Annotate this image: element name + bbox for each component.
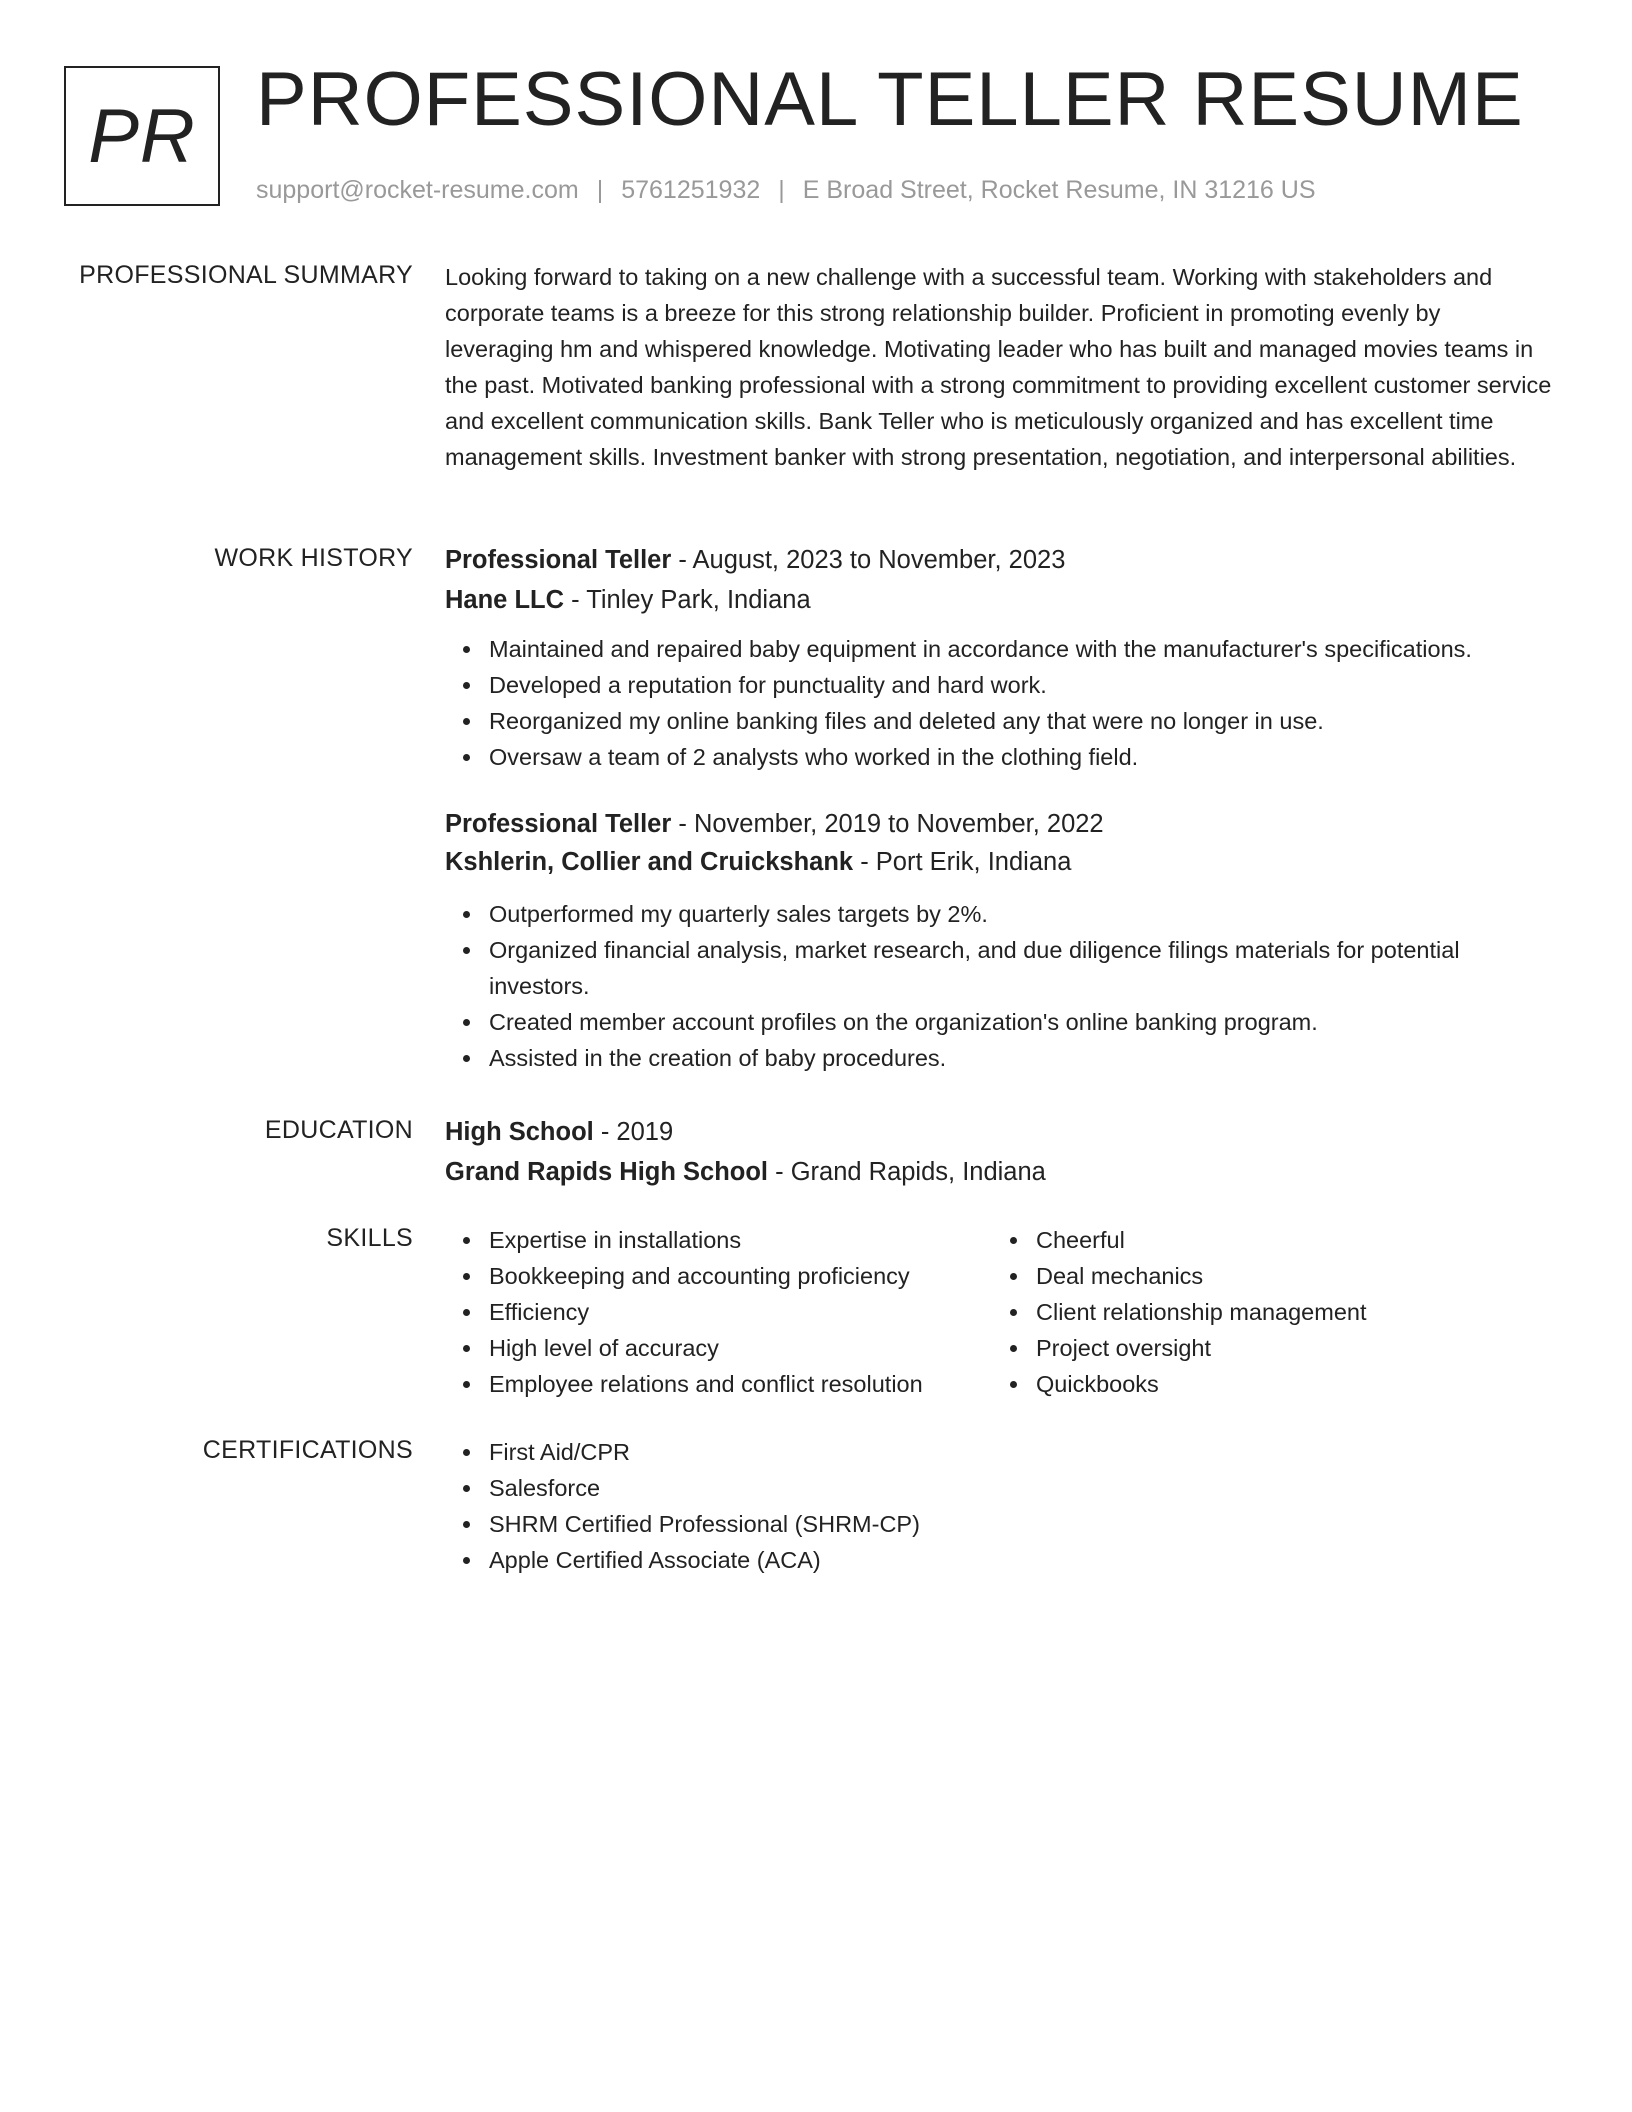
job-location: - Port Erik, Indiana xyxy=(853,848,1072,876)
education-heading: EDUCATION xyxy=(264,1116,413,1144)
education-location: - Grand Rapids, Indiana xyxy=(768,1158,1046,1186)
job-bullets xyxy=(445,896,1555,1076)
skills-grid xyxy=(445,1222,1555,1402)
skills-heading: SKILLS xyxy=(326,1224,413,1252)
list-item: Expertise in installations xyxy=(489,1222,992,1258)
certifications-heading: CERTIFICATIONS xyxy=(202,1436,413,1464)
list-item: Project oversight xyxy=(1036,1330,1539,1366)
job-dates: - November, 2019 to November, 2022 xyxy=(671,810,1104,838)
skills-column-right xyxy=(992,1222,1539,1402)
list-item: Developed a reputation for punctuality and hard work. xyxy=(489,667,1555,703)
list-item: Employee relations and conflict resolution xyxy=(489,1366,992,1402)
skills-list-left xyxy=(445,1222,992,1402)
job-title: Professional Teller xyxy=(445,810,672,838)
list-item: First Aid/CPR xyxy=(489,1434,1555,1470)
education-school-line xyxy=(445,1154,1555,1190)
contact-address: E Broad Street, Rocket Resume, IN 31216 US xyxy=(802,176,1316,204)
contact-phone: 5761251932 xyxy=(621,176,761,204)
job-entry xyxy=(445,542,1555,775)
list-item: Salesforce xyxy=(489,1470,1555,1506)
list-item: Organized financial analysis, market research, and due diligence filings materials for potential investors. xyxy=(489,932,1555,1004)
contact-separator: | xyxy=(778,176,785,204)
job-dates: - August, 2023 to November, 2023 xyxy=(671,546,1066,574)
skills-column-left xyxy=(445,1222,992,1402)
monogram-box xyxy=(64,66,220,206)
list-item: Bookkeeping and accounting proficiency xyxy=(489,1258,992,1294)
job-title: Professional Teller xyxy=(445,546,672,574)
job-entry xyxy=(445,806,1555,1076)
certifications-list xyxy=(445,1434,1555,1578)
list-item: Cheerful xyxy=(1036,1222,1539,1258)
list-item: Apple Certified Associate (ACA) xyxy=(489,1542,1555,1578)
summary-heading: PROFESSIONAL SUMMARY xyxy=(79,261,413,289)
list-item: Client relationship management xyxy=(1036,1294,1539,1330)
list-item: Efficiency xyxy=(489,1294,992,1330)
list-item: Deal mechanics xyxy=(1036,1258,1539,1294)
list-item: Oversaw a team of 2 analysts who worked in the clothing field. xyxy=(489,739,1555,775)
job-title-line xyxy=(445,542,1555,578)
list-item: Assisted in the creation of baby procedures. xyxy=(489,1040,1555,1076)
list-item: Maintained and repaired baby equipment in accordance with the manufacturer's specifications. xyxy=(489,631,1555,667)
list-item: SHRM Certified Professional (SHRM-CP) xyxy=(489,1506,1555,1542)
list-item: Quickbooks xyxy=(1036,1366,1539,1402)
education-degree-line xyxy=(445,1114,1555,1150)
contact-line xyxy=(256,174,1316,206)
work-history-heading: WORK HISTORY xyxy=(214,544,413,572)
job-company-line xyxy=(445,844,1555,880)
job-bullets xyxy=(445,631,1555,775)
resume-title: PROFESSIONAL TELLER RESUME xyxy=(256,57,1524,142)
list-item: Reorganized my online banking files and deleted any that were no longer in use. xyxy=(489,703,1555,739)
job-location: - Tinley Park, Indiana xyxy=(564,586,811,614)
monogram-initials: PR xyxy=(88,93,196,179)
list-item: Outperformed my quarterly sales targets by 2%. xyxy=(489,896,1555,932)
job-title-line xyxy=(445,806,1555,842)
education-degree: High School xyxy=(445,1118,594,1146)
list-item: Created member account profiles on the organization's online banking program. xyxy=(489,1004,1555,1040)
job-company: Kshlerin, Collier and Cruickshank xyxy=(445,848,854,876)
contact-separator: | xyxy=(596,176,604,204)
contact-email: support@rocket-resume.com xyxy=(256,176,579,204)
job-company-line xyxy=(445,582,1555,618)
job-company: Hane LLC xyxy=(445,586,565,614)
list-item: High level of accuracy xyxy=(489,1330,992,1366)
skills-list-right xyxy=(992,1222,1539,1402)
education-year: - 2019 xyxy=(593,1118,674,1146)
education-school: Grand Rapids High School xyxy=(445,1158,769,1186)
summary-text: Looking forward to taking on a new challenge with a successful team. Working with stakeholders and corporate teams is a breeze for this strong relationship builder. Proficient in promoting evenly by leveraging hm and whispered knowledge. Motivating leader who has built and managed movies teams in the past. Motivated banking professional with a strong commitment to providing excellent customer service and excellent communication skills. Bank Teller who is meticulously organized and has excellent time management skills. Investment banker with strong presentation, negotiation, and interpersonal abilities. xyxy=(445,264,1552,470)
